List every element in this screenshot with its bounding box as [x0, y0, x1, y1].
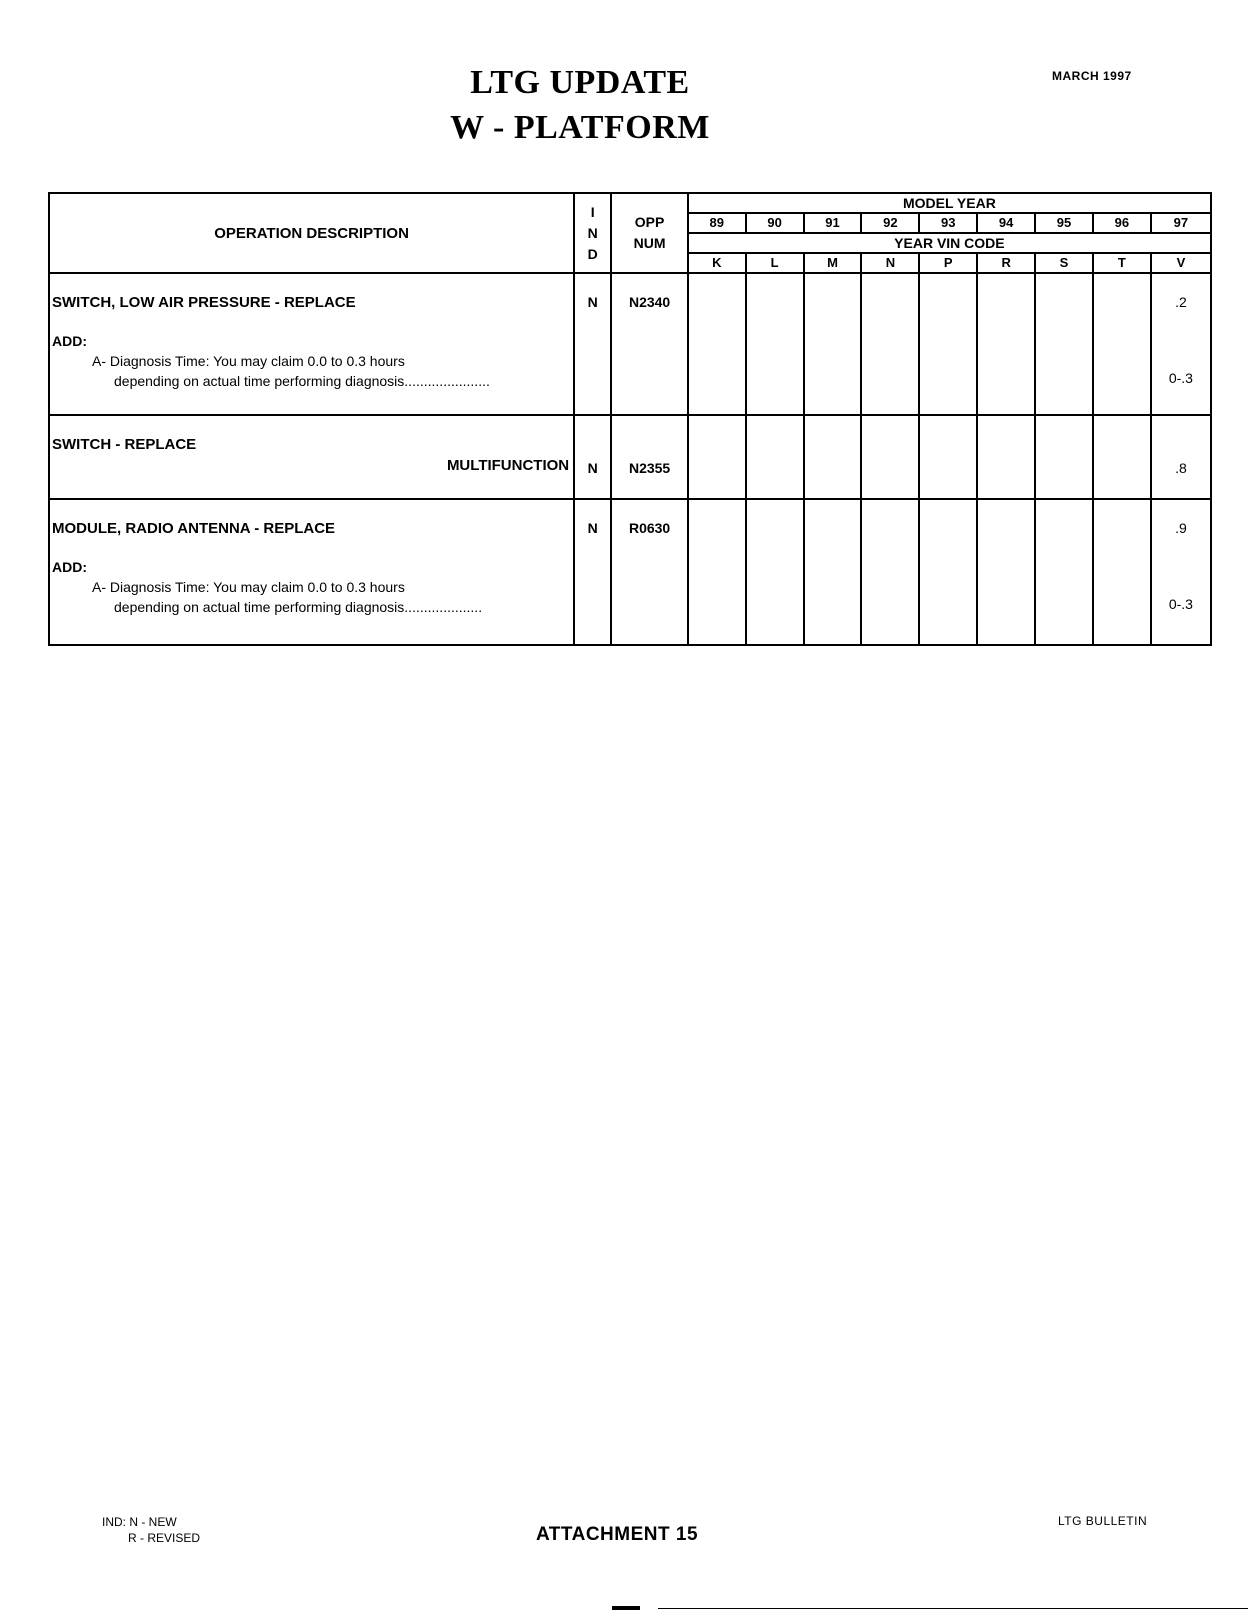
labor-time: .9 — [1175, 520, 1187, 536]
year-cell: 94 — [977, 213, 1035, 233]
year-value-cell — [804, 415, 862, 499]
opp-num-header: OPP NUM — [611, 193, 687, 273]
table-row — [49, 273, 1211, 415]
diagnosis-time: 0-.3 — [1168, 596, 1193, 612]
ind-header: I N D — [574, 193, 611, 273]
year-value-cell — [688, 499, 746, 645]
year-value-cell — [688, 273, 746, 415]
year-value-cell — [977, 273, 1035, 415]
operation-description — [49, 499, 574, 645]
opp-num-value: N2340 — [611, 273, 687, 415]
vin-code-cell: P — [919, 253, 977, 273]
vin-code-cell: L — [746, 253, 804, 273]
vin-code-cell: N — [861, 253, 919, 273]
ind-legend — [102, 1514, 200, 1546]
year-value-cell — [861, 415, 919, 499]
operation-description — [49, 415, 574, 499]
year-value-cell — [919, 273, 977, 415]
year-value-cell — [861, 499, 919, 645]
header-row-model-year — [49, 193, 1211, 213]
ind-legend-revised: R - REVISED — [128, 1531, 201, 1545]
ind-value: N — [574, 499, 611, 645]
year-97-value-cell — [1151, 499, 1211, 645]
diagnosis-line: depending on actual time performing diagnosis...................... — [114, 373, 490, 389]
year-value-cell — [919, 415, 977, 499]
ind-value: N — [574, 273, 611, 415]
year-value-cell — [919, 499, 977, 645]
add-label: ADD: — [52, 333, 87, 349]
model-year-label: MODEL YEAR — [688, 193, 1211, 213]
year-value-cell — [1035, 415, 1093, 499]
date-label: MARCH 1997 — [1052, 69, 1132, 83]
ind-legend-new: IND: N - NEW — [102, 1515, 177, 1529]
vin-code-cell: V — [1151, 253, 1211, 273]
year-value-cell — [977, 415, 1035, 499]
year-cell: 97 — [1151, 213, 1211, 233]
year-vin-code-label: YEAR VIN CODE — [688, 233, 1211, 253]
diagnosis-time: 0-.3 — [1168, 370, 1193, 386]
vin-code-cell: T — [1093, 253, 1151, 273]
vin-code-cell: S — [1035, 253, 1093, 273]
scan-mark — [612, 1606, 640, 1610]
year-cell: 89 — [688, 213, 746, 233]
labor-time: .8 — [1175, 460, 1187, 476]
labor-time: .2 — [1175, 294, 1187, 310]
year-value-cell — [688, 415, 746, 499]
opp-num-value: N2355 — [611, 415, 687, 499]
operation-title: SWITCH - REPLACE — [52, 436, 197, 453]
year-97-value-cell — [1151, 273, 1211, 415]
year-cell: 95 — [1035, 213, 1093, 233]
year-value-cell — [746, 499, 804, 645]
year-value-cell — [1093, 273, 1151, 415]
add-label: ADD: — [52, 559, 87, 575]
year-value-cell — [977, 499, 1035, 645]
page-subtitle: W - PLATFORM — [450, 109, 710, 146]
year-value-cell — [1093, 415, 1151, 499]
ind-value: N — [574, 415, 611, 499]
diagnosis-line: depending on actual time performing diagnosis.................... — [114, 599, 483, 615]
attachment-label: ATTACHMENT 15 — [536, 1524, 699, 1545]
year-value-cell — [746, 273, 804, 415]
labor-time-table — [48, 192, 1212, 646]
opp-num-value: R0630 — [611, 499, 687, 645]
year-value-cell — [1035, 499, 1093, 645]
year-value-cell — [804, 273, 862, 415]
bottom-divider — [658, 1608, 1248, 1609]
vin-code-cell: K — [688, 253, 746, 273]
year-cell: 92 — [861, 213, 919, 233]
year-value-cell — [746, 415, 804, 499]
year-cell: 96 — [1093, 213, 1151, 233]
year-cell: 91 — [804, 213, 862, 233]
diagnosis-line: A- Diagnosis Time: You may claim 0.0 to 0.3 hours — [92, 579, 405, 595]
year-value-cell — [804, 499, 862, 645]
vin-code-cell: M — [804, 253, 862, 273]
bulletin-label: LTG BULLETIN — [1058, 1514, 1148, 1528]
year-cell: 90 — [746, 213, 804, 233]
year-97-value-cell — [1151, 415, 1211, 499]
page-title: LTG UPDATE — [470, 64, 690, 101]
operation-title: MODULE, RADIO ANTENNA - REPLACE — [52, 520, 336, 537]
year-value-cell — [1093, 499, 1151, 645]
operation-subtitle: MULTIFUNCTION — [446, 457, 570, 474]
table-row — [49, 415, 1211, 499]
table-row — [49, 499, 1211, 645]
vin-code-cell: R — [977, 253, 1035, 273]
operation-title: SWITCH, LOW AIR PRESSURE - REPLACE — [52, 294, 356, 311]
operation-description — [49, 273, 574, 415]
year-cell: 93 — [919, 213, 977, 233]
year-value-cell — [861, 273, 919, 415]
year-value-cell — [1035, 273, 1093, 415]
operation-description-header: OPERATION DESCRIPTION — [49, 193, 574, 273]
diagnosis-line: A- Diagnosis Time: You may claim 0.0 to 0.3 hours — [92, 353, 405, 369]
